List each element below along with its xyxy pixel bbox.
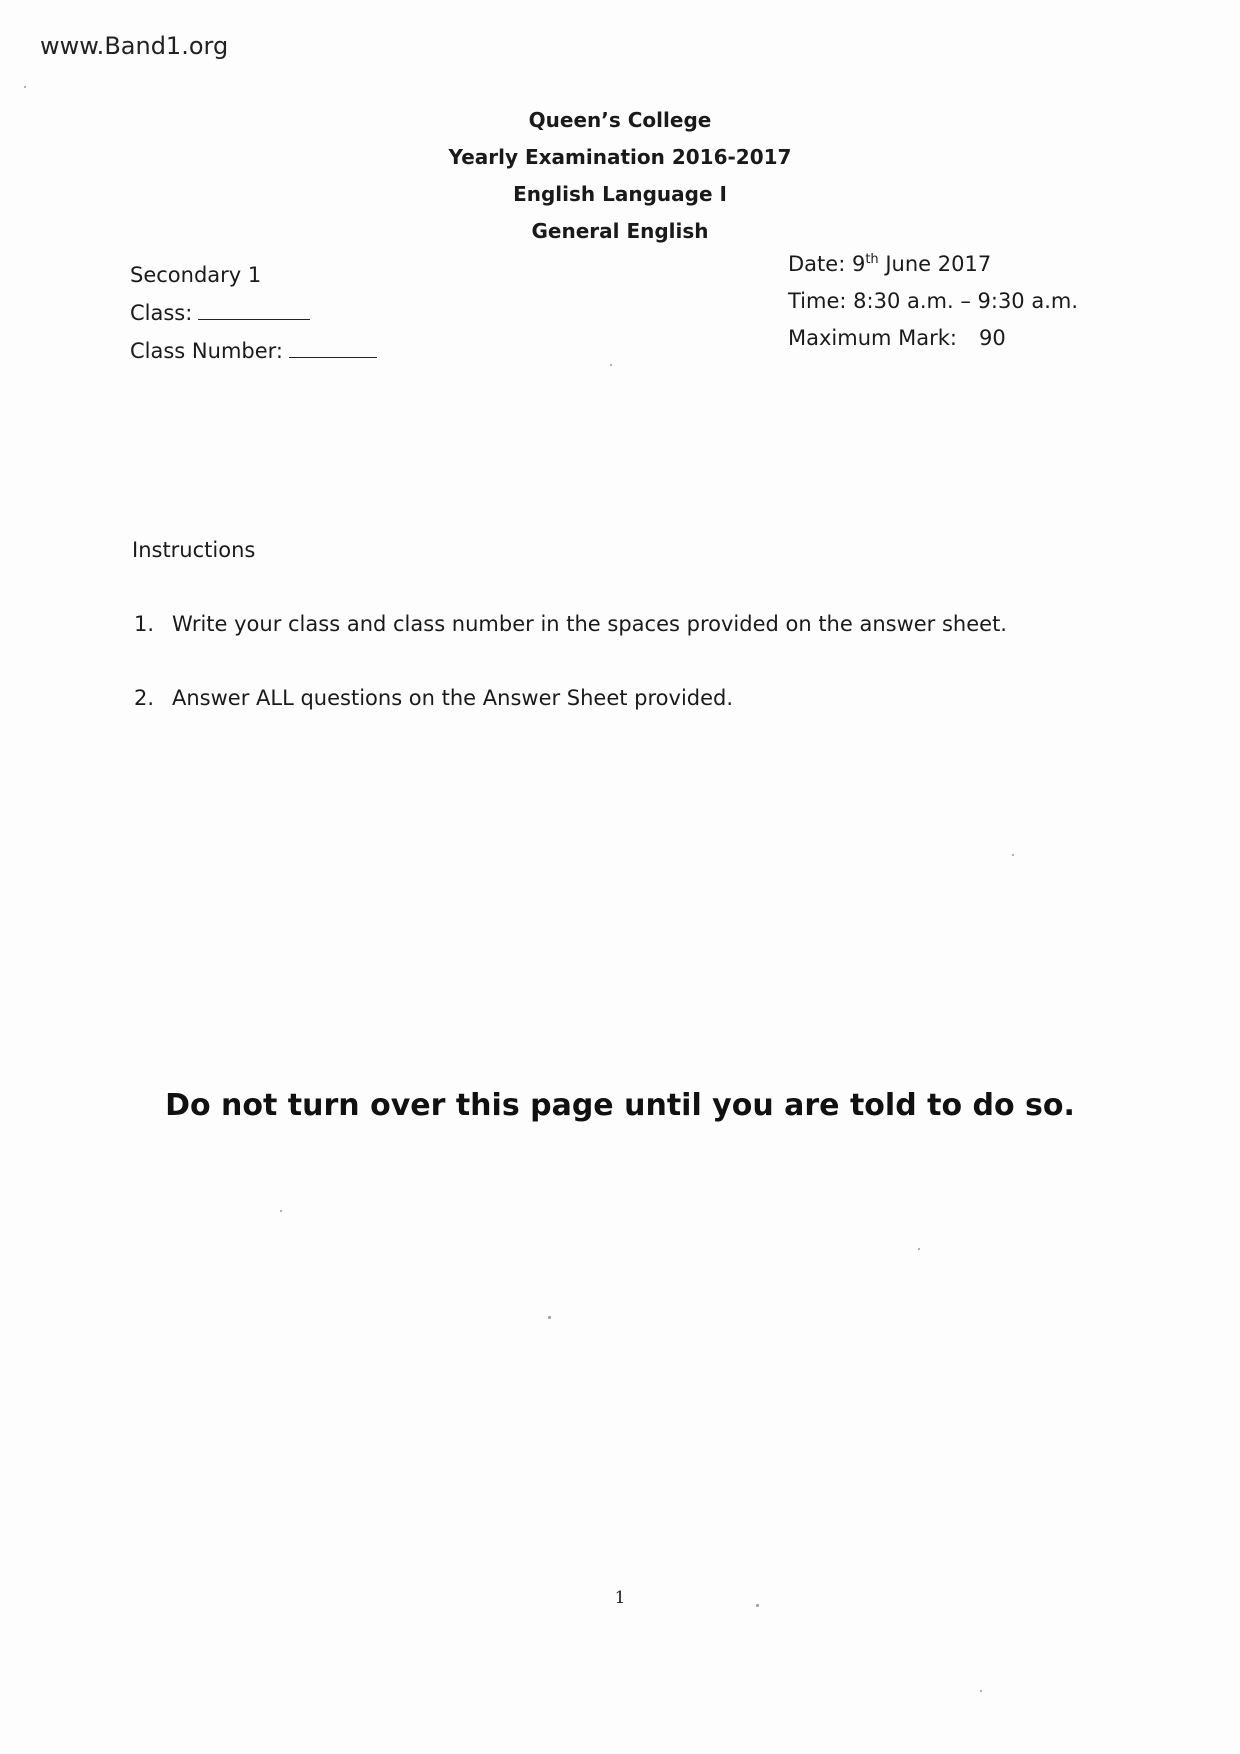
max-mark xyxy=(788,320,1078,357)
instruction-number: 1. xyxy=(134,612,155,636)
instruction-text: Write your class and class number in the spaces provided on the answer sheet. xyxy=(172,612,1007,636)
paper-title: General English xyxy=(531,219,709,243)
exam-date xyxy=(788,246,1078,283)
scan-speck xyxy=(24,86,26,88)
instructions-title: Instructions xyxy=(132,538,256,562)
exam-time: Time: 8:30 a.m. – 9:30 a.m. xyxy=(788,289,1079,313)
exam-header xyxy=(0,102,1240,250)
instruction-item xyxy=(134,686,733,710)
level: Secondary 1 xyxy=(130,263,262,287)
date-rest: June 2017 xyxy=(878,252,992,276)
class-number-row xyxy=(130,332,377,370)
subject-title: English Language I xyxy=(513,182,727,206)
student-info xyxy=(130,256,377,370)
exam-details xyxy=(788,246,1078,357)
scan-speck xyxy=(610,364,612,366)
instruction-text: Answer ALL questions on the Answer Sheet provided. xyxy=(172,686,734,710)
watermark-url: www.Band1.org xyxy=(40,32,229,60)
scan-speck xyxy=(756,1604,759,1607)
scan-speck xyxy=(980,1690,982,1692)
class-number-label: Class Number: xyxy=(130,339,283,363)
exam-title: Yearly Examination 2016-2017 xyxy=(448,145,792,169)
max-mark-label: Maximum Mark: xyxy=(788,326,958,350)
scan-speck xyxy=(1012,854,1014,856)
instruction-item xyxy=(134,612,1007,636)
school-name: Queen’s College xyxy=(528,108,712,132)
max-mark-value: 90 xyxy=(979,326,1006,350)
scan-speck xyxy=(548,1316,551,1319)
instruction-number: 2. xyxy=(134,686,155,710)
warning-notice: Do not turn over this page until you are told to do so. xyxy=(165,1088,1075,1123)
date-label: Date: 9 xyxy=(788,252,866,276)
scan-speck xyxy=(918,1248,920,1250)
class-label: Class: xyxy=(130,301,193,325)
class-row xyxy=(130,294,377,332)
class-blank xyxy=(198,297,310,320)
scan-speck xyxy=(280,1210,282,1212)
date-suffix: th xyxy=(865,252,879,267)
page-number: 1 xyxy=(614,1588,626,1608)
class-number-blank xyxy=(289,335,377,358)
